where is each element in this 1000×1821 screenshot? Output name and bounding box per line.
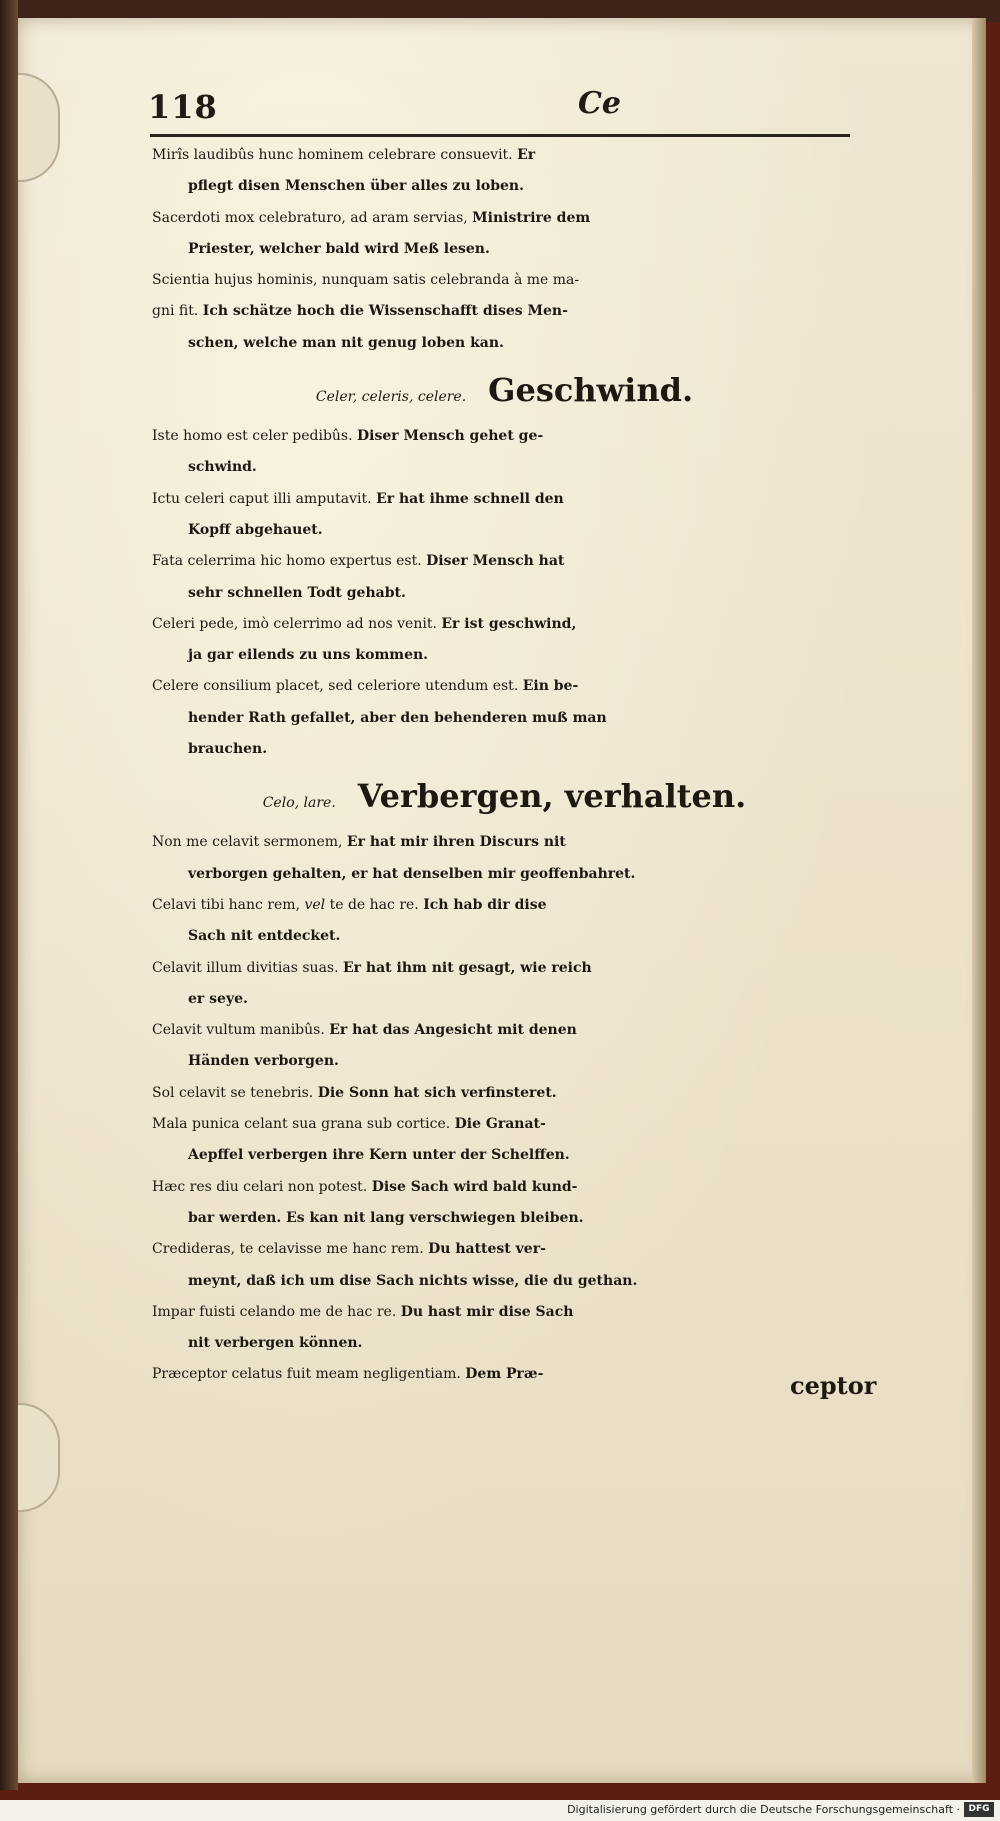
german-text: meynt, daß ich um dise Sach nichts wisse, die du gethan. bbox=[188, 1272, 638, 1289]
continuation-line bbox=[152, 734, 857, 765]
german-text: Händen verborgen. bbox=[188, 1053, 339, 1070]
german-text: bar werden. Es kan nit lang verschwiegen bleiben. bbox=[188, 1209, 584, 1226]
continuation-line bbox=[152, 171, 857, 202]
entry-line bbox=[152, 1172, 857, 1203]
entry-line bbox=[152, 609, 857, 640]
german-text: schen, welche man nit genug loben kan. bbox=[188, 334, 504, 351]
continuation-line bbox=[152, 859, 857, 890]
entry-line bbox=[152, 1297, 857, 1328]
lemma-heading bbox=[152, 765, 857, 827]
continuation-line bbox=[152, 640, 857, 671]
entry-line bbox=[152, 296, 857, 327]
german-text: brauchen. bbox=[188, 741, 268, 758]
german-text: Ein be- bbox=[522, 678, 579, 695]
german-text: hender Rath gefallet, aber den behenderen muß man bbox=[188, 709, 607, 726]
entry-line bbox=[152, 140, 857, 171]
lemma-german: Verbergen, verhalten. bbox=[357, 777, 747, 816]
german-text: Dem Præ- bbox=[465, 1366, 544, 1383]
latin-text: gni fit. bbox=[152, 303, 199, 320]
german-text: verborgen gehalten, er hat denselben mir geoffenbahret. bbox=[188, 865, 636, 882]
german-text: Ministrire dem bbox=[472, 209, 591, 226]
entry-line bbox=[152, 546, 857, 577]
german-text: Sach nit entdecket. bbox=[188, 928, 341, 945]
german-text: Er bbox=[517, 147, 536, 163]
german-text: er seye. bbox=[188, 990, 248, 1007]
latin-text: Sacerdoti mox celebraturo, ad aram servias, bbox=[152, 209, 468, 226]
german-text: Die Sonn hat sich verfinsteret. bbox=[317, 1084, 557, 1101]
latin-text: Iste homo est celer pedibûs. bbox=[152, 428, 353, 445]
german-text: Kopff abgehauet. bbox=[188, 521, 323, 538]
german-text: ja gar eilends zu uns kommen. bbox=[188, 647, 429, 664]
entry-line bbox=[152, 1078, 857, 1109]
german-text: Aepffel verbergen ihre Kern unter der Schelffen. bbox=[188, 1147, 570, 1164]
latin-text: Celeri pede, imò celerrimo ad nos venit. bbox=[152, 615, 437, 632]
latin-text: Ictu celeri caput illi amputavit. bbox=[152, 490, 372, 507]
continuation-line bbox=[152, 328, 857, 359]
latin-text: Hæc res diu celari non potest. bbox=[152, 1178, 368, 1195]
page-number: 118 bbox=[148, 88, 218, 126]
footer-bar bbox=[0, 1800, 1000, 1821]
continuation-line bbox=[152, 515, 857, 546]
entry-line bbox=[152, 1109, 857, 1140]
latin-text: Impar fuisti celando me de hac re. bbox=[152, 1303, 397, 1320]
latin-text: Celavi tibi hanc rem, bbox=[152, 896, 301, 913]
german-text: Dise Sach wird bald kund- bbox=[371, 1178, 578, 1195]
entry-line bbox=[152, 1359, 857, 1390]
german-text: Du hattest ver- bbox=[428, 1241, 546, 1258]
page-edge bbox=[972, 18, 986, 1783]
lemma-latin: Celo, lare. bbox=[262, 795, 336, 812]
lemma-heading bbox=[152, 359, 857, 421]
header-rule bbox=[150, 134, 850, 137]
continuation-line bbox=[152, 1046, 857, 1077]
footer-credit: Digitalisierung gefördert durch die Deutsche Forschungsgemeinschaft · bbox=[567, 1803, 960, 1816]
german-text: Ich schätze hoch die Wissenschafft dises Men- bbox=[202, 303, 568, 320]
german-text: Er hat das Angesicht mit denen bbox=[329, 1022, 577, 1039]
continuation-line bbox=[152, 234, 857, 265]
entry-line bbox=[152, 827, 857, 858]
latin-text: Scientia hujus hominis, nunquam satis celebranda à me ma- bbox=[152, 272, 580, 289]
entry-line bbox=[152, 265, 857, 296]
continuation-line bbox=[152, 921, 857, 952]
book-spine bbox=[0, 0, 18, 1790]
dfg-logo: DFG bbox=[964, 1802, 994, 1817]
entry-line bbox=[152, 671, 857, 702]
running-head: Ce bbox=[578, 86, 621, 121]
continuation-line bbox=[152, 1140, 857, 1171]
entry-line bbox=[152, 484, 857, 515]
lemma-latin: Celer, celeris, celere. bbox=[315, 389, 467, 406]
german-text: Er ist geschwind, bbox=[441, 615, 577, 632]
german-text: Diser Mensch gehet ge- bbox=[357, 428, 544, 445]
german-text: pflegt disen Menschen über alles zu loben. bbox=[188, 178, 524, 195]
page-tab-top bbox=[18, 73, 60, 182]
continuation-line bbox=[152, 984, 857, 1015]
latin-text: Credideras, te celavisse me hanc rem. bbox=[152, 1241, 424, 1258]
page-header bbox=[148, 88, 848, 132]
continuation-line bbox=[152, 1328, 857, 1359]
german-text: Diser Mensch hat bbox=[426, 553, 565, 570]
latin-text: te de hac re. bbox=[329, 896, 419, 913]
german-text: Priester, welcher bald wird Meß lesen. bbox=[188, 240, 490, 257]
german-text: Er hat ihme schnell den bbox=[376, 490, 564, 507]
catchword: ceptor bbox=[790, 1371, 877, 1400]
german-text: nit verbergen können. bbox=[188, 1335, 363, 1352]
lemma-german: Geschwind. bbox=[488, 371, 694, 410]
german-text: Er hat ihm nit gesagt, wie reich bbox=[343, 959, 592, 976]
continuation-line bbox=[152, 452, 857, 483]
dictionary-text bbox=[152, 140, 857, 1391]
latin-text: Sol celavit se tenebris. bbox=[152, 1084, 314, 1101]
entry-line bbox=[152, 1234, 857, 1265]
latin-text: Celavit vultum manibûs. bbox=[152, 1022, 325, 1039]
german-text: Ich hab dir dise bbox=[423, 896, 547, 913]
italic-word: vel bbox=[304, 896, 326, 913]
latin-text: Mala punica celant sua grana sub cortice. bbox=[152, 1116, 451, 1133]
continuation-line bbox=[152, 1266, 857, 1297]
german-text: Die Granat- bbox=[454, 1116, 546, 1133]
entry-line bbox=[152, 1015, 857, 1046]
german-text: Er hat mir ihren Discurs nit bbox=[346, 834, 566, 851]
latin-text: Fata celerrima hic homo expertus est. bbox=[152, 553, 422, 570]
entry-line bbox=[152, 421, 857, 452]
continuation-line bbox=[152, 703, 857, 734]
continuation-line bbox=[152, 578, 857, 609]
entry-line bbox=[152, 890, 857, 921]
german-text: Du hast mir dise Sach bbox=[400, 1303, 574, 1320]
latin-text: Celavit illum divitias suas. bbox=[152, 959, 339, 976]
latin-text: Præceptor celatus fuit meam negligentiam. bbox=[152, 1366, 461, 1383]
entry-line bbox=[152, 953, 857, 984]
latin-text: Celere consilium placet, sed celeriore utendum est. bbox=[152, 678, 519, 695]
latin-text: Mirîs laudibûs hunc hominem celebrare consuevit. bbox=[152, 147, 513, 163]
page-tab-bottom bbox=[18, 1403, 60, 1512]
latin-text: Non me celavit sermonem, bbox=[152, 834, 343, 851]
german-text: sehr schnellen Todt gehabt. bbox=[188, 584, 406, 601]
german-text: schwind. bbox=[188, 459, 257, 476]
continuation-line bbox=[152, 1203, 857, 1234]
entry-line bbox=[152, 203, 857, 234]
